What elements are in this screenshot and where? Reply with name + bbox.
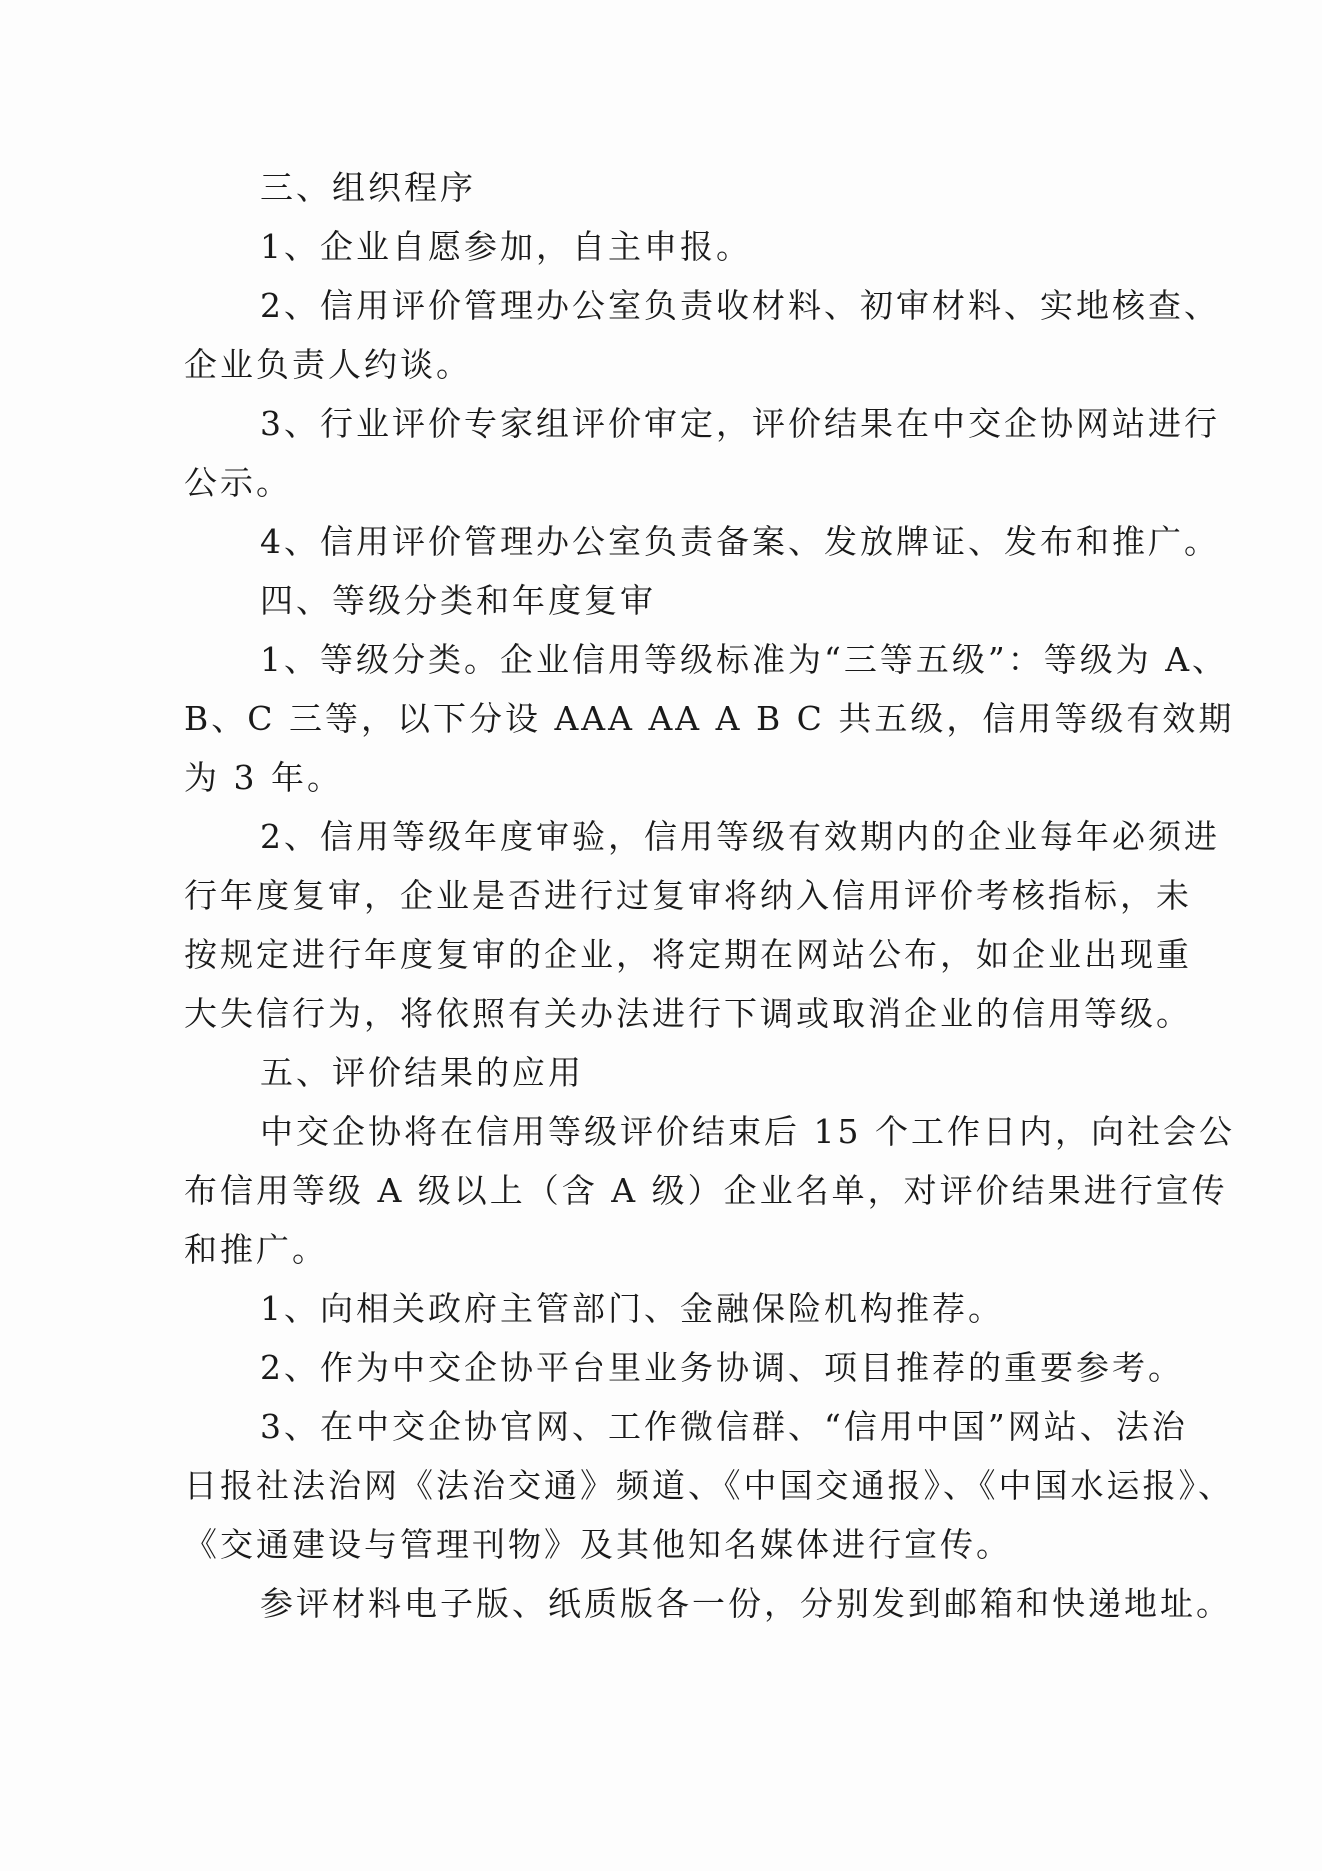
section-5-item-2: 2、作为中交企协平台里业务协调、项目推荐的重要参考。	[260, 1348, 1184, 1387]
document-body	[184, 158, 1235, 1633]
section-4-item-2-line-2: 行年度复审，企业是否进行过复审将纳入信用评价考核指标，未	[184, 876, 1192, 915]
section-3-item-2-line-1: 2、信用评价管理办公室负责收材料、初审材料、实地核查、	[260, 286, 1220, 325]
section-3-item-4: 4、信用评价管理办公室负责备案、发放牌证、发布和推广。	[260, 522, 1220, 561]
section-5-intro-line-1: 中交企协将在信用等级评价结束后 15 个工作日内，向社会公	[260, 1112, 1235, 1151]
section-5-item-3-line-3: 《交通建设与管理刊物》及其他知名媒体进行宣传。	[184, 1525, 1012, 1564]
section-4-item-1-line-2: B、C 三等，以下分设 AAA AA A B C 共五级，信用等级有效期	[184, 699, 1235, 738]
section-3-item-2-line-2: 企业负责人约谈。	[184, 345, 472, 384]
section-5-item-1: 1、向相关政府主管部门、金融保险机构推荐。	[260, 1289, 1004, 1328]
section-4-item-2-line-1: 2、信用等级年度审验，信用等级有效期内的企业每年必须进	[260, 817, 1220, 856]
section-4-item-1-line-1: 1、等级分类。企业信用等级标准为“三等五级”：等级为 A、	[260, 640, 1229, 679]
section-3-item-3-line-2: 公示。	[184, 463, 292, 502]
section-3-item-3-line-1: 3、行业评价专家组评价审定，评价结果在中交企协网站进行	[260, 404, 1220, 443]
section-4-heading: 四、等级分类和年度复审	[260, 581, 656, 620]
section-4-item-2-line-3: 按规定进行年度复审的企业，将定期在网站公布，如企业出现重	[184, 935, 1192, 974]
section-4-item-2-line-4: 大失信行为，将依照有关办法进行下调或取消企业的信用等级。	[184, 994, 1192, 1033]
section-5-item-3-line-2: 日报社法治网《法治交通》频道、《中国交通报》、《中国水运报》、	[184, 1466, 1234, 1505]
section-5-item-3-line-1: 3、在中交企协官网、工作微信群、“信用中国”网站、法治	[260, 1407, 1188, 1446]
section-4-item-1-line-3: 为 3 年。	[184, 758, 343, 797]
closing-note: 参评材料电子版、纸质版各一份，分别发到邮箱和快递地址。	[260, 1584, 1232, 1623]
section-5-intro-line-3: 和推广。	[184, 1230, 328, 1269]
section-5-intro-line-2: 布信用等级 A 级以上（含 A 级）企业名单，对评价结果进行宣传	[184, 1171, 1228, 1210]
section-5-heading: 五、评价结果的应用	[260, 1053, 584, 1092]
section-3-heading: 三、组织程序	[260, 168, 476, 207]
section-3-item-1: 1、企业自愿参加，自主申报。	[260, 227, 752, 266]
